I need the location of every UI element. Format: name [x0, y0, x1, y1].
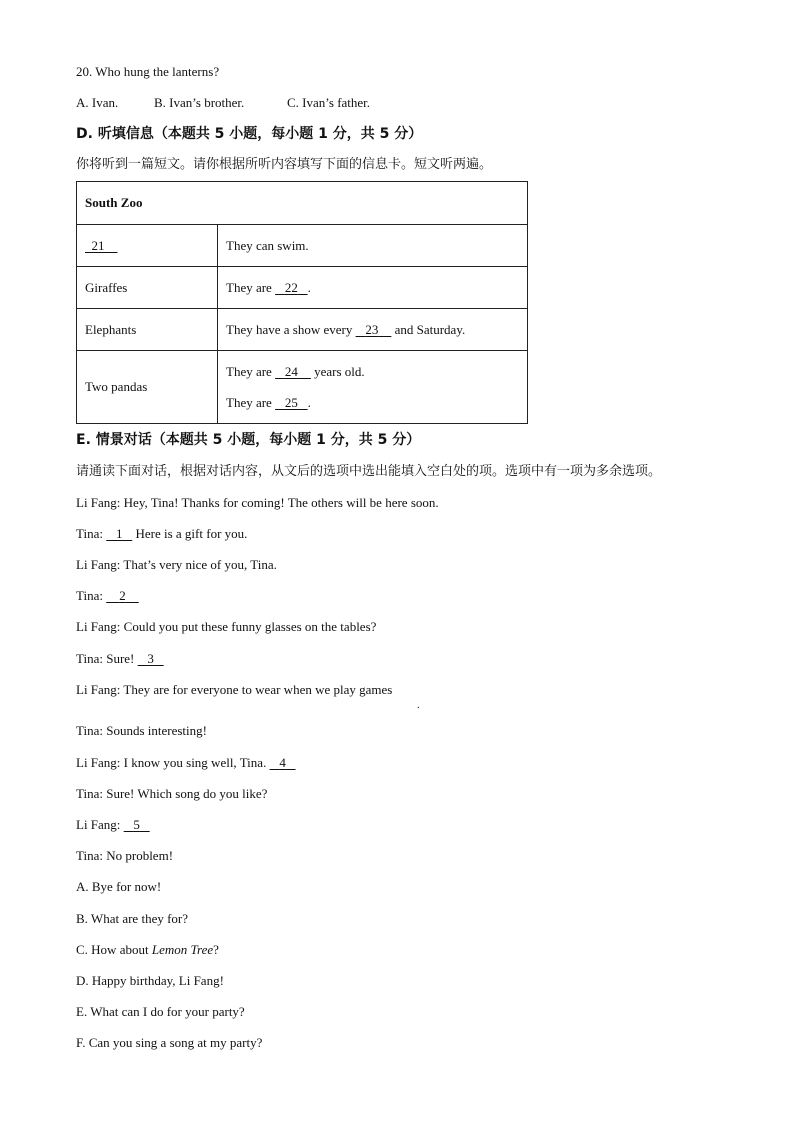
table-cell-info: They have a show every 23 and Saturday. [218, 309, 528, 351]
dialogue-line: Tina: 1 Here is a gift for you. [76, 526, 248, 541]
blank-1[interactable]: 1 [115, 526, 123, 541]
choice-e: E. What can I do for your party? [76, 1004, 245, 1019]
dialogue-line: Li Fang: Could you put these funny glasses on the tables? [76, 619, 377, 634]
table-row [77, 267, 528, 309]
section-d-instruction: 你将听到一篇短文。请你根据所听内容填写下面的信息卡。短文听两遍。 [76, 157, 493, 172]
choice-a: A. Bye for now! [76, 879, 162, 894]
section-d-heading: D. 听填信息（本题共 5 小题，每小题 1 分，共 5 分） [76, 126, 423, 142]
dialogue-line: Tina: Sure! Which song do you like? [76, 786, 268, 801]
table-title: South Zoo [77, 182, 528, 225]
table-row [77, 351, 528, 424]
choice-d: D. Happy birthday, Li Fang! [76, 973, 224, 988]
blank-22[interactable]: 22 [284, 279, 298, 295]
table-row [77, 309, 528, 351]
question-20-options [76, 95, 370, 111]
table-cell-info: They can swim. [218, 225, 528, 267]
section-e-instruction: 请通读下面对话，根据对话内容，从文后的选项中选出能填入空白处的项。选项中有一项为多余选项。 [76, 464, 662, 479]
blank-21[interactable]: 21 [91, 237, 105, 253]
info-card-table [76, 181, 528, 424]
table-title-row [77, 182, 528, 225]
choice-f: F. Can you sing a song at my party? [76, 1035, 263, 1050]
blank-5[interactable]: 5 [133, 817, 140, 832]
option-b: B. Ivan’s brother. [154, 95, 245, 110]
table-cell-animal: Giraffes [77, 267, 218, 309]
dialogue-line: Li Fang: I know you sing well, Tina. 4 [76, 755, 296, 771]
table-cell-info: They are 22 . [218, 267, 528, 309]
dialogue-line: Tina: Sounds interesting! [76, 723, 207, 738]
dialogue-line: Li Fang: 5 [76, 817, 150, 833]
option-c: C. Ivan’s father. [287, 95, 371, 110]
dialogue-line: Tina: 2 [76, 588, 139, 604]
dialogue-line: Li Fang: That’s very nice of you, Tina. [76, 557, 277, 572]
dialogue-line: Tina: Sure! 3 [76, 651, 164, 667]
blank-4[interactable]: 4 [279, 755, 286, 770]
table-cell-animal: Two pandas [77, 351, 218, 424]
section-e-heading: E. 情景对话（本题共 5 小题，每小题 1 分，共 5 分） [76, 432, 421, 448]
blank-24[interactable]: 24 [284, 363, 298, 379]
trailing-mark: . [417, 700, 420, 711]
dialogue-line: Li Fang: They are for everyone to wear when we play games [76, 682, 393, 697]
blank-3[interactable]: 3 [147, 651, 154, 666]
dialogue-line: Li Fang: Hey, Tina! Thanks for coming! The others will be here soon. [76, 495, 439, 510]
table-cell-animal [77, 225, 218, 267]
choice-c: C. How about Lemon Tree? [76, 942, 219, 957]
blank-25[interactable]: 25 [284, 394, 298, 410]
song-title: Lemon Tree [151, 942, 214, 957]
question-20: 20. Who hung the lanterns? [76, 64, 220, 79]
table-cell-info: They are 24 years old. They are 25 . [218, 351, 528, 424]
choice-b: B. What are they for? [76, 911, 189, 926]
option-a: A. Ivan. [76, 95, 119, 110]
table-row [77, 225, 528, 267]
blank-23[interactable]: 23 [365, 321, 379, 337]
table-cell-animal: Elephants [77, 309, 218, 351]
dialogue-line: Tina: No problem! [76, 848, 174, 863]
blank-2[interactable]: 2 [119, 588, 126, 603]
